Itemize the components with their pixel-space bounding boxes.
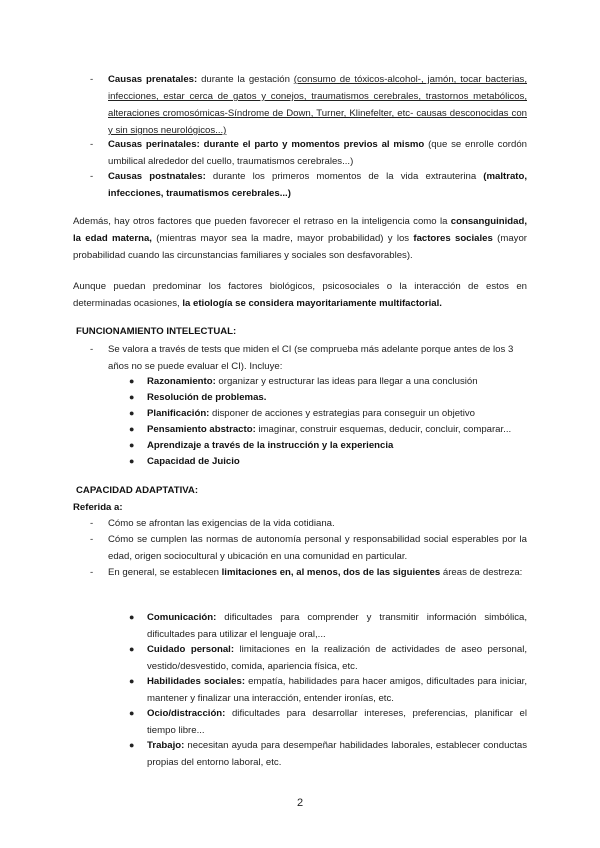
dash-marker: -	[90, 567, 94, 578]
page-number: 2	[296, 797, 304, 809]
para1-bold-1: consanguinidad, la edad materna,	[73, 216, 527, 244]
para1-text-3: (mayor probabilidad cuando las circunstancias familiares y sociales son desfavorables).	[73, 233, 527, 261]
item-text: dificultades para desarrollar intereses, preferencias, planificar el tiempo libre...	[147, 708, 527, 736]
postnatal-bold: (maltrato, infecciones, traumatismos cerebrales...)	[108, 171, 528, 199]
item-text: disponer de acciones y estrategias para conseguir un objetivo	[209, 408, 475, 419]
heading-adaptive: CAPACIDAD ADAPTATIVA:	[76, 485, 199, 496]
postnatal-causes	[108, 168, 527, 202]
intellectual-item	[147, 453, 527, 470]
bullet-marker: ●	[129, 376, 135, 386]
para1-text-1: Además, hay otros factores que pueden favorecer el retraso en la inteligencia como la	[73, 216, 451, 227]
paragraph-etiology	[73, 278, 527, 312]
bullet-marker: ●	[129, 408, 135, 418]
adaptive-item	[147, 673, 527, 707]
item-label: Comunicación:	[147, 612, 217, 623]
subheading-referida: Referida a:	[73, 502, 123, 513]
perinatal-causes	[108, 136, 527, 170]
paragraph-factors	[73, 213, 527, 264]
dash-marker: -	[90, 171, 94, 182]
point3-text-1: En general, se establecen	[108, 567, 222, 578]
heading-intellectual: FUNCIONAMIENTO INTELECTUAL:	[76, 326, 237, 337]
adaptive-point-2: Cómo se cumplen las normas de autonomía personal y responsabilidad social esperables por la edad, origen sociocultural y ubicación en una comunidad en particular.	[108, 534, 527, 562]
dash-marker: -	[90, 74, 94, 85]
prenatal-text: durante la gestación	[197, 74, 294, 85]
item-label: Razonamiento:	[147, 376, 216, 387]
intellectual-item	[147, 437, 527, 454]
item-label: Cuidado personal:	[147, 644, 235, 655]
postnatal-text: durante los primeros momentos de la vida extrauterina	[205, 171, 484, 182]
item-label: Habilidades sociales:	[147, 676, 246, 687]
adaptive-item	[147, 609, 527, 643]
point3-bold: limitaciones en, al menos, dos de las siguientes	[221, 567, 441, 578]
adaptive-point-1: Cómo se afrontan las exigencias de la vida cotidiana.	[108, 518, 335, 529]
bullet-marker: ●	[129, 424, 135, 434]
intellectual-item	[147, 405, 527, 422]
item-label: Trabajo:	[147, 740, 185, 751]
para1-text-2: (mientras mayor sea la madre, mayor probabilidad) y los	[151, 233, 414, 244]
intellectual-item	[147, 389, 527, 406]
item-text: necesitan ayuda para desempeñar habilidades laborales, establecer conductas propias del entorno laboral, etc.	[147, 740, 527, 768]
para1-bold-2: factores sociales	[413, 233, 493, 244]
item-text: dificultades para comprender y transmitir información simbólica, dificultades para utilizar el lenguaje oral,...	[147, 612, 527, 640]
dash-marker: -	[90, 344, 94, 355]
intellectual-item	[147, 421, 527, 438]
prenatal-label: Causas prenatales:	[108, 74, 198, 85]
item-label: Planificación:	[147, 408, 210, 419]
item-text: limitaciones en la realización de actividades de aseo personal, vestido/desvestido, comida, apariencia física, etc.	[147, 644, 528, 672]
prenatal-causes	[108, 71, 527, 139]
para2-bold: la etiología se considera mayoritariamente multifactorial.	[182, 298, 442, 309]
para2-text: Aunque puedan predominar los factores biológicos, psicosociales o la interacción de estos en determinadas ocasiones,	[73, 281, 527, 309]
item-label: Capacidad de Juicio	[147, 456, 240, 467]
item-label: Pensamiento abstracto:	[147, 424, 256, 435]
item-text: imaginar, construir esquemas, deducir, concluir, comparar...	[255, 424, 512, 435]
dash-marker: -	[90, 534, 94, 545]
item-text: empatía, habilidades para hacer amigos, dificultades para iniciar, mantener y finalizar una interacción, entender ironías, etc.	[147, 676, 527, 704]
bullet-marker: ●	[129, 456, 135, 466]
prenatal-details: (consumo de tóxicos-alcohol-, jamón, tocar bacterias, infecciones, estar cerca de gatos y conejos, traumatismos cerebrales, trastornos metabólicos, alteraciones cromosómicas-Síndrome de Down, Turner, Klinefelter, etc- causas desconocidas con y sin signos neurológicos...)	[108, 74, 528, 136]
adaptive-point-3	[108, 564, 527, 581]
bullet-marker: ●	[129, 740, 135, 750]
intellectual-item	[147, 373, 527, 390]
bullet-marker: ●	[129, 440, 135, 450]
bullet-marker: ●	[129, 676, 135, 686]
perinatal-text: (que se enrolle cordón umbilical alrededor del cuello, traumatismos cerebrales...)	[108, 139, 527, 167]
intellectual-intro: Se valora a través de tests que miden el CI (se comprueba más adelante porque antes de los 3 años no se puede evaluar el CI). Incluye:	[108, 344, 514, 372]
adaptive-item	[147, 705, 527, 739]
bullet-marker: ●	[129, 612, 135, 622]
adaptive-item	[147, 641, 527, 675]
postnatal-label: Causas postnatales:	[108, 171, 206, 182]
item-text: organizar y estructurar las ideas para llegar a una conclusión	[215, 376, 478, 387]
item-label: Aprendizaje a través de la instrucción y la experiencia	[147, 440, 394, 451]
bullet-marker: ●	[129, 644, 135, 654]
adaptive-item	[147, 737, 527, 771]
bullet-marker: ●	[129, 392, 135, 402]
perinatal-label: Causas perinatales: durante el parto y momentos previos al mismo	[108, 139, 425, 150]
item-label: Resolución de problemas.	[147, 392, 267, 403]
dash-marker: -	[90, 518, 94, 529]
bullet-marker: ●	[129, 708, 135, 718]
point3-text-2: áreas de destreza:	[440, 567, 523, 578]
item-label: Ocio/distracción:	[147, 708, 226, 719]
dash-marker: -	[90, 139, 94, 150]
